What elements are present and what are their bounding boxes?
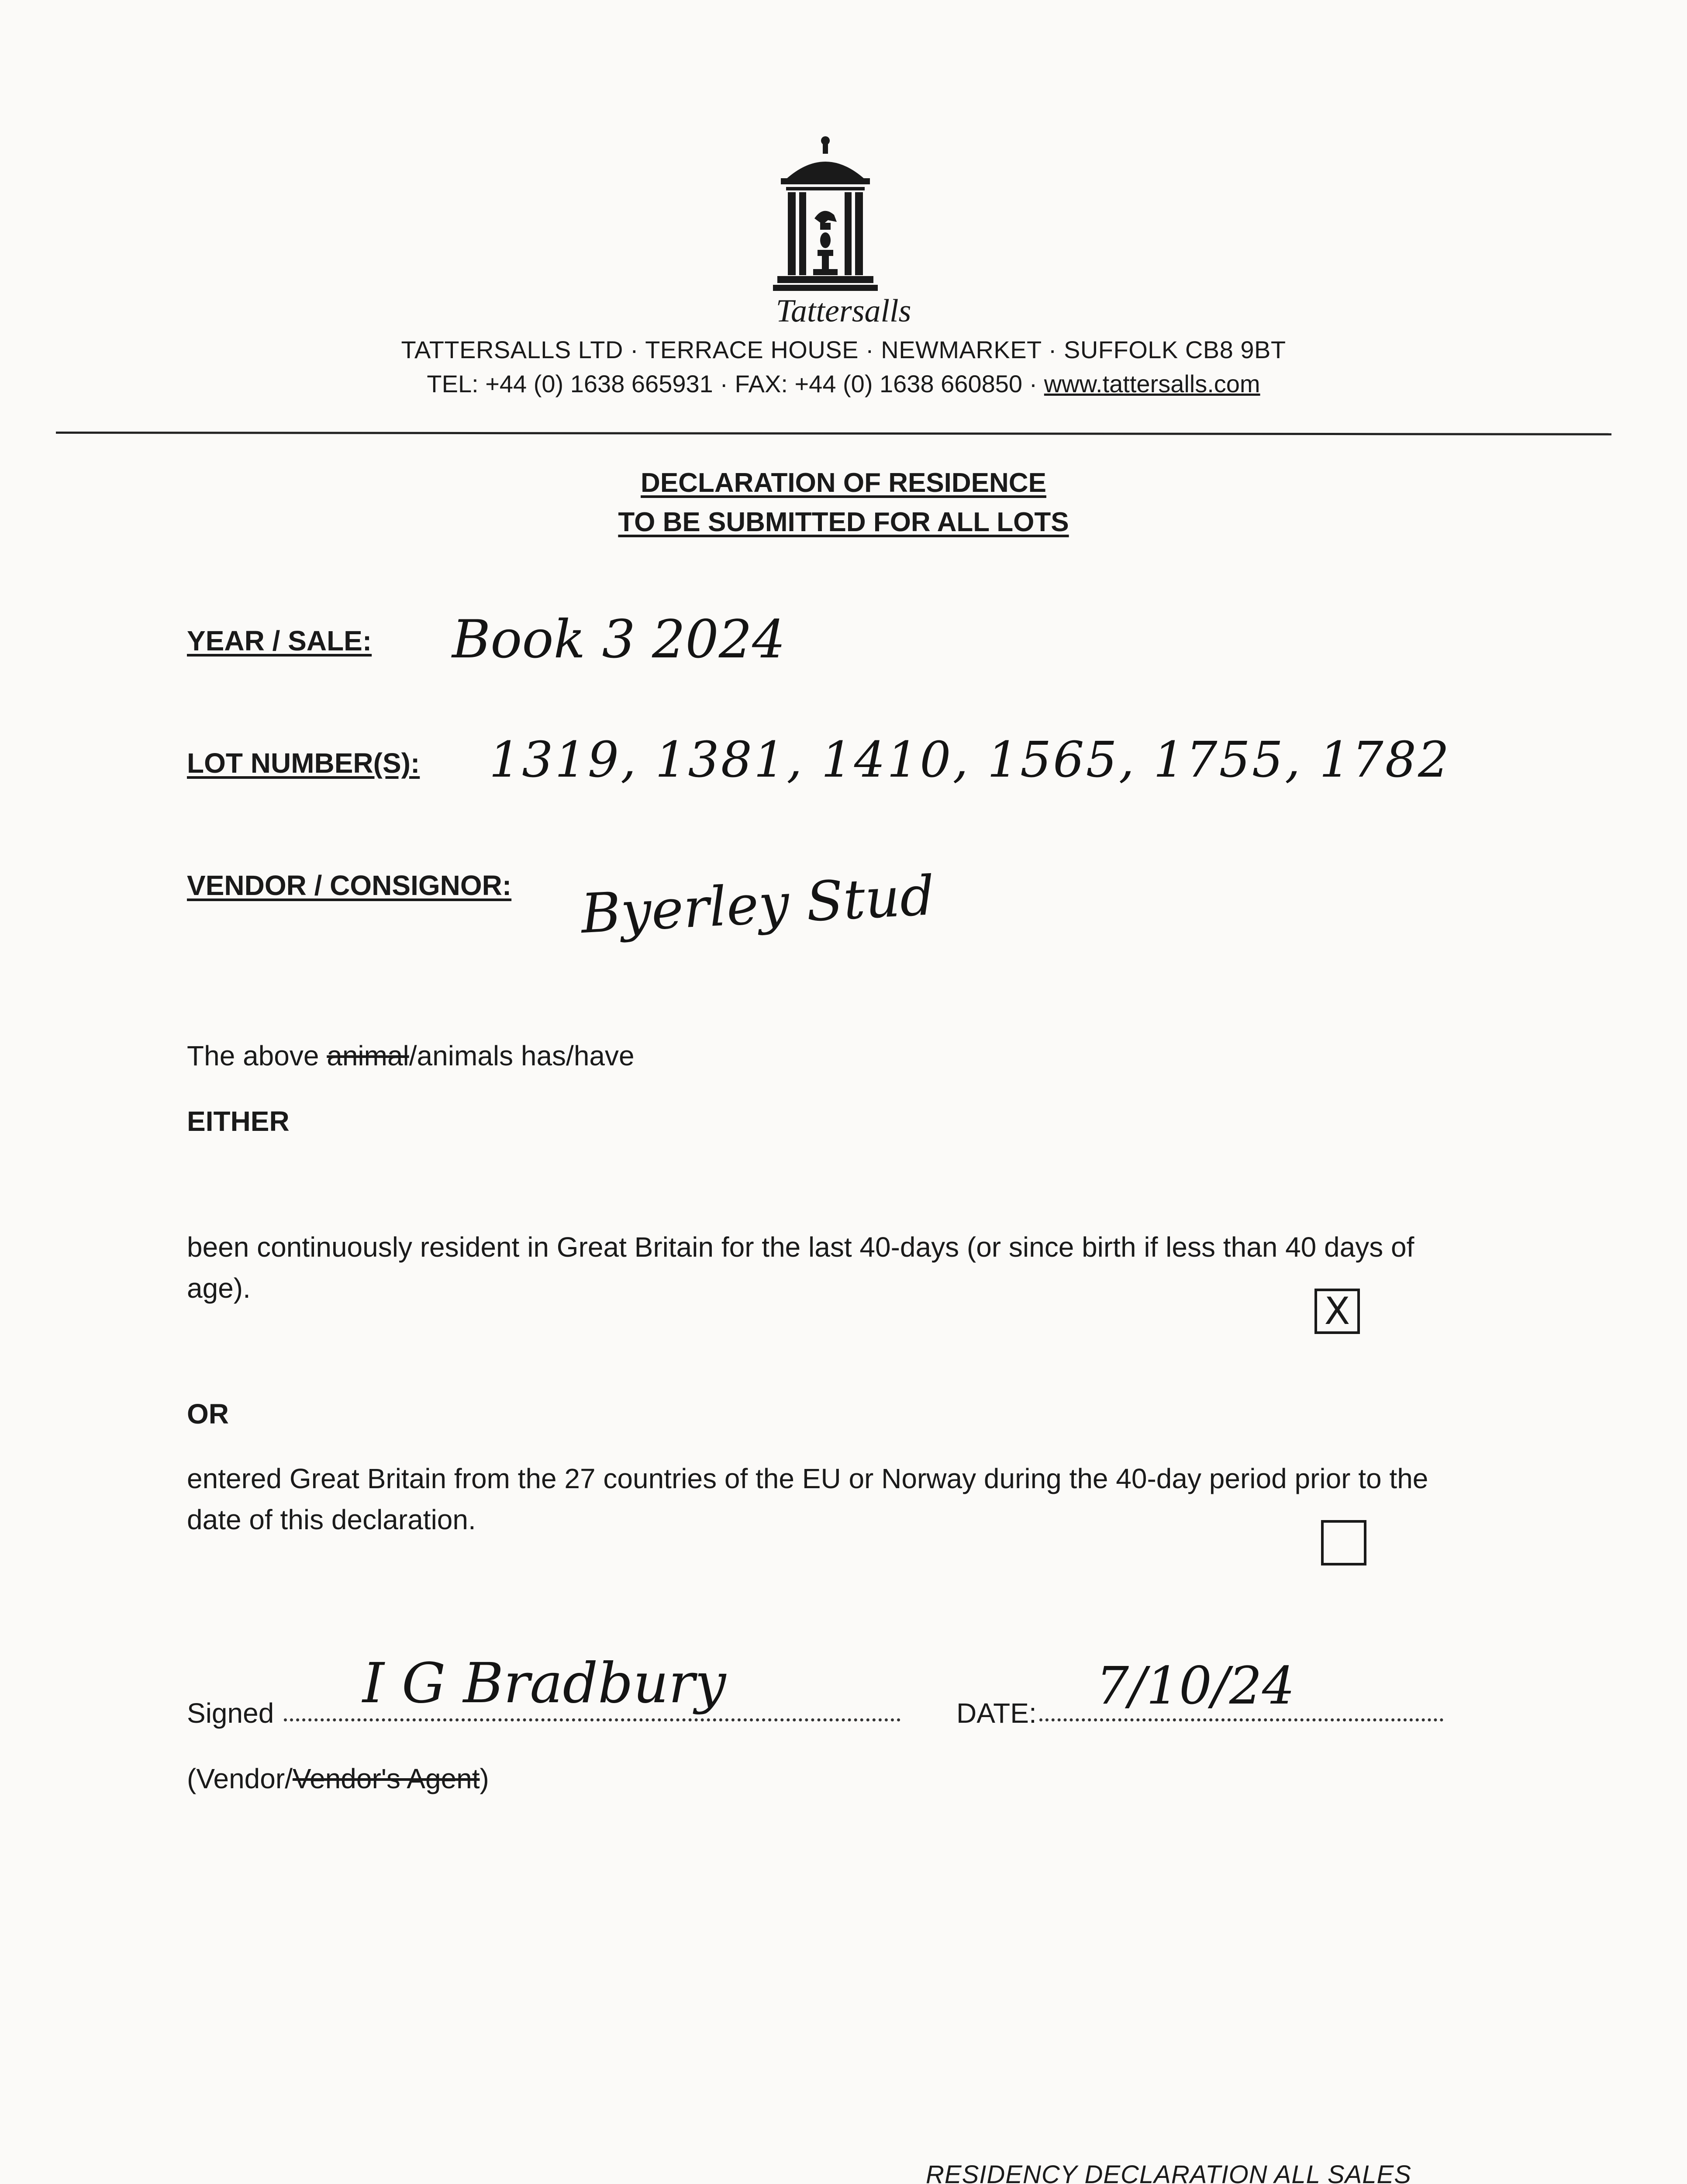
date-label: DATE: <box>956 1697 1037 1729</box>
struck-animal: animal <box>327 1040 409 1071</box>
option-resident-text: been continuously resident in Great Britain for the last 40-days (or since birth if less than 40 days of age). <box>187 1231 1414 1304</box>
declaration-statement <box>187 1035 1480 1076</box>
or-label: OR <box>187 1398 229 1430</box>
either-label: EITHER <box>187 1106 290 1137</box>
statement-suffix: /animals has/have <box>409 1040 635 1071</box>
option-resident-checkbox[interactable]: X <box>1314 1289 1360 1334</box>
role-suffix: ) <box>480 1763 489 1794</box>
tattersalls-logo-icon <box>769 135 882 297</box>
year-sale-value[interactable]: Book 3 2024 <box>452 609 786 670</box>
company-address: TATTERSALLS LTD · TERRACE HOUSE · NEWMARKET · SUFFOLK CB8 9BT <box>401 336 1286 363</box>
year-sale-label: YEAR / SALE: <box>187 625 372 657</box>
date-line <box>1039 1718 1443 1721</box>
role-struck: Vendor's Agent <box>292 1763 480 1794</box>
vendor-label: VENDOR / CONSIGNOR: <box>187 870 512 901</box>
signature-line <box>284 1718 900 1721</box>
brand-name: Tattersalls <box>776 293 911 329</box>
footer-text: RESIDENCY DECLARATION ALL SALES <box>926 2160 1411 2184</box>
vendor-value[interactable]: Byerley Stud <box>579 864 936 946</box>
lot-numbers-label: LOT NUMBER(S): <box>187 747 420 779</box>
signer-role <box>187 1762 489 1795</box>
option-entered-checkbox[interactable] <box>1321 1520 1366 1565</box>
phone-fax: TEL: +44 (0) 1638 665931 · FAX: +44 (0) 1638 660850 · <box>427 370 1044 397</box>
role-prefix: (Vendor/ <box>187 1763 293 1794</box>
header-divider <box>56 432 1611 435</box>
date-value[interactable]: 7/10/24 <box>1096 1655 1295 1716</box>
lot-numbers-value[interactable]: 1319, 1381, 1410, 1565, 1755, 1782 <box>489 732 1451 788</box>
signed-label: Signed <box>187 1697 274 1729</box>
signature-value[interactable]: I G Bradbury <box>362 1651 726 1715</box>
contact-line <box>0 370 1687 398</box>
form-subtitle: TO BE SUBMITTED FOR ALL LOTS <box>618 507 1069 537</box>
website-link[interactable]: www.tattersalls.com <box>1044 370 1260 397</box>
option-entered-text: entered Great Britain from the 27 countries of the EU or Norway during the 40-day period prior to the date of this declaration. <box>187 1463 1428 1535</box>
form-title: DECLARATION OF RESIDENCE <box>641 468 1046 498</box>
statement-prefix: The above <box>187 1040 327 1071</box>
